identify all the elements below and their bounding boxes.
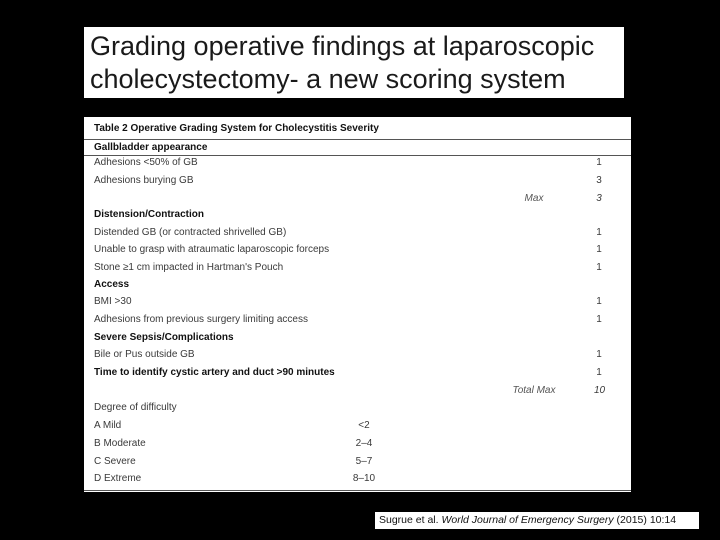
- row-score: 1: [596, 367, 602, 378]
- section-sepsis: Severe Sepsis/Complications: [94, 332, 234, 343]
- grade-range: 8–10: [352, 473, 376, 484]
- grading-table: [84, 117, 631, 492]
- table-row: [84, 382, 631, 400]
- table-row: [84, 224, 631, 242]
- table-row: [84, 154, 631, 172]
- table-row: [84, 453, 631, 471]
- slide-title-box: [84, 27, 624, 98]
- row-score: 1: [596, 314, 602, 325]
- max-label: Max: [524, 193, 544, 204]
- difficulty-heading-row: [84, 399, 631, 417]
- row-score: 1: [596, 296, 602, 307]
- grade-range: <2: [358, 420, 370, 431]
- table-row: [84, 259, 631, 277]
- table-row: [84, 364, 631, 382]
- grade-label: A Mild: [94, 420, 122, 431]
- row-score: 1: [596, 262, 602, 273]
- grade-range: 2–4: [355, 438, 373, 449]
- citation-journal: World Journal of Emergency Surgery: [441, 514, 614, 526]
- row-label: Time to identify cystic artery and duct >90 minutes: [94, 367, 335, 378]
- citation: [375, 512, 699, 529]
- table-row: [84, 172, 631, 190]
- row-score: 1: [596, 227, 602, 238]
- row-score: 1: [596, 244, 602, 255]
- row-label: Distended GB (or contracted shrivelled GB): [94, 227, 287, 238]
- section-distension: Distension/Contraction: [94, 209, 205, 220]
- section-row: [84, 276, 631, 294]
- row-score: 3: [596, 175, 602, 186]
- row-label: Adhesions <50% of GB: [94, 157, 198, 168]
- section-row: [84, 206, 631, 224]
- slide-title-line-1: Grading operative findings at laparoscopic: [90, 31, 595, 61]
- section-row: [84, 329, 631, 347]
- total-max-label: Total Max: [512, 385, 556, 396]
- table-caption: Table 2 Operative Grading System for Cholecystitis Severity: [94, 123, 379, 134]
- row-label: Adhesions burying GB: [94, 175, 194, 186]
- table-row: [84, 241, 631, 259]
- grade-label: B Moderate: [94, 438, 146, 449]
- table-row: [84, 346, 631, 364]
- table-row: [84, 435, 631, 453]
- table-row: [84, 470, 631, 488]
- slide-title-line-2: cholecystectomy- a new scoring system: [90, 64, 566, 94]
- row-score: 3: [596, 193, 602, 204]
- row-label: Stone ≥1 cm impacted in Hartman's Pouch: [94, 262, 284, 273]
- row-label: Unable to grasp with atraumatic laparoscopic forceps: [94, 244, 330, 255]
- grade-range: 5–7: [355, 456, 373, 467]
- table-row: [84, 417, 631, 435]
- table-caption-row: [84, 120, 631, 138]
- table-bottom-rule: [84, 490, 631, 491]
- section-gallbladder: Gallbladder appearance: [94, 142, 208, 153]
- citation-ref: (2015) 10:14: [616, 514, 677, 526]
- row-score: 1: [596, 349, 602, 360]
- row-label: Bile or Pus outside GB: [94, 349, 195, 360]
- row-label: Adhesions from previous surgery limiting access: [94, 314, 308, 325]
- row-score: 10: [594, 385, 606, 396]
- difficulty-heading: Degree of difficulty: [94, 402, 177, 413]
- table-row: [84, 293, 631, 311]
- table-row: [84, 311, 631, 329]
- grade-label: D Extreme: [94, 473, 142, 484]
- grade-label: C Severe: [94, 456, 136, 467]
- section-access: Access: [94, 279, 130, 290]
- row-score: 1: [596, 157, 602, 168]
- row-label: BMI >30: [94, 296, 132, 307]
- citation-authors: Sugrue et al.: [379, 514, 439, 526]
